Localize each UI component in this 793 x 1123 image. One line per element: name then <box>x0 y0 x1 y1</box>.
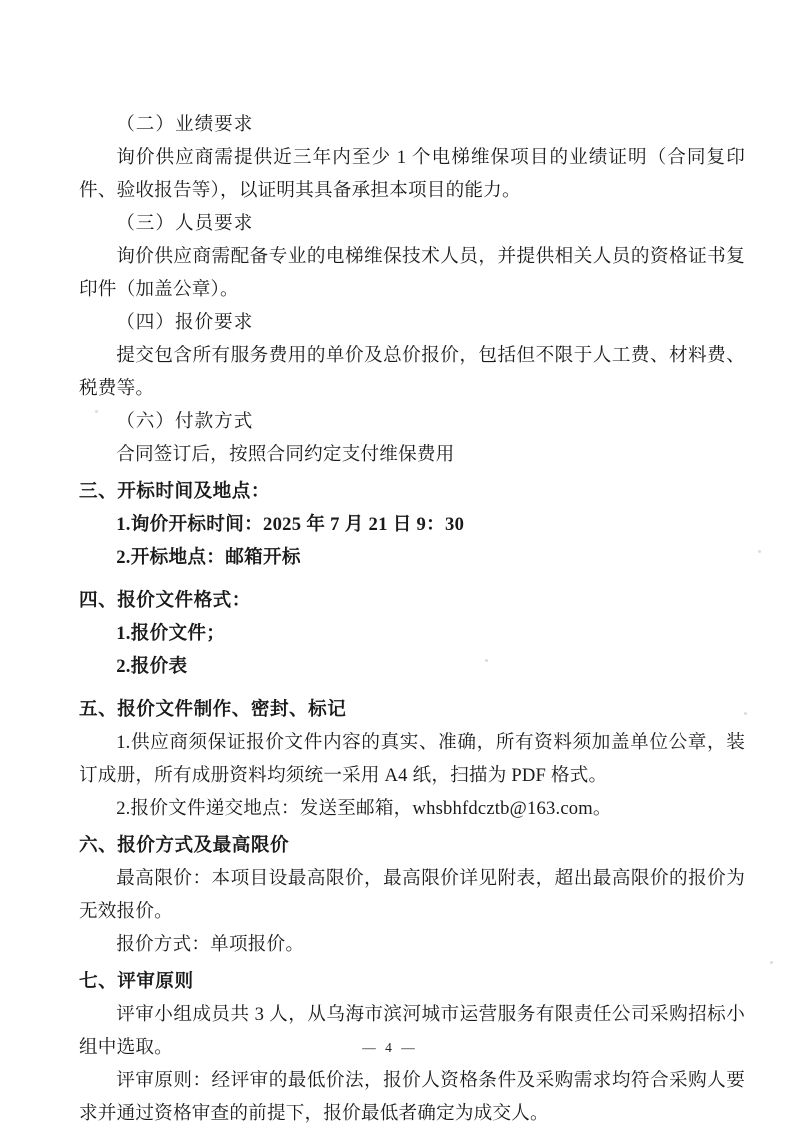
para-quotation-method: 报价方式：单项报价。 <box>116 934 305 955</box>
heading-quotation-file-format: 四、报价文件格式： <box>79 590 251 611</box>
scan-speck <box>770 961 773 964</box>
scan-speck <box>758 550 761 553</box>
page-number: — 4 — <box>362 1040 418 1055</box>
item-quotation-file: 1.报价文件； <box>116 623 226 644</box>
subheading-performance-requirements: （二）业绩要求 <box>116 114 254 135</box>
scan-speck <box>95 410 98 413</box>
heading-evaluation-principles: 七、评审原则 <box>79 971 194 992</box>
heading-bid-opening-time-place: 三、开标时间及地点： <box>79 481 270 502</box>
para-quotation-requirements: 提交包含所有服务费用的单价及总价报价，包括但不限于人工费、材料费、税费等。 <box>79 345 745 399</box>
item-bid-opening-time: 1.询价开标时间：2025 年 7 月 21 日 9：30 <box>116 514 465 535</box>
para-performance-requirements: 询价供应商需提供近三年内至少 1 个电梯维保项目的业绩证明（合同复印件、验收报告等），以证明其具备承担本项目的能力。 <box>79 147 745 201</box>
subheading-personnel-requirements: （三）人员要求 <box>116 213 254 234</box>
document-body <box>79 108 745 1123</box>
para-file-binding-rules: 1.供应商须保证报价文件内容的真实、准确，所有资料须加盖单位公章，装订成册，所有成册资料均须统一采用 A4 纸，扫描为 PDF 格式。 <box>79 732 745 786</box>
para-personnel-requirements: 询价供应商需配备专业的电梯维保技术人员，并提供相关人员的资格证书复印件（加盖公章）。 <box>79 246 745 300</box>
para-payment-method: 合同签订后，按照合同约定支付维保费用 <box>116 444 455 465</box>
para-max-price: 最高限价：本项目设最高限价，最高限价详见附表，超出最高限价的报价为无效报价。 <box>79 868 745 922</box>
subheading-quotation-requirements: （四）报价要求 <box>116 312 254 333</box>
item-bid-opening-place: 2.开标地点：邮箱开标 <box>116 547 301 568</box>
scan-speck <box>744 712 747 715</box>
heading-quotation-max-price: 六、报价方式及最高限价 <box>79 835 290 856</box>
item-quotation-table: 2.报价表 <box>116 656 188 677</box>
para-evaluation-panel: 评审小组成员共 3 人，从乌海市滨河城市运营服务有限责任公司采购招标小组中选取。 <box>79 1004 745 1058</box>
subheading-payment-method: （六）付款方式 <box>116 411 254 432</box>
scan-speck <box>485 659 488 662</box>
heading-file-sealing-marking: 五、报价文件制作、密封、标记 <box>79 699 347 720</box>
para-file-submission-email: 2.报价文件递交地点：发送至邮箱，whsbhfdcztb@163.com。 <box>116 798 612 819</box>
para-evaluation-rule: 评审原则：经评审的最低价法，报价人资格条件及采购需求均符合采购人要求并通过资格审查的前提下，报价最低者确定为成交人。 <box>79 1070 745 1123</box>
